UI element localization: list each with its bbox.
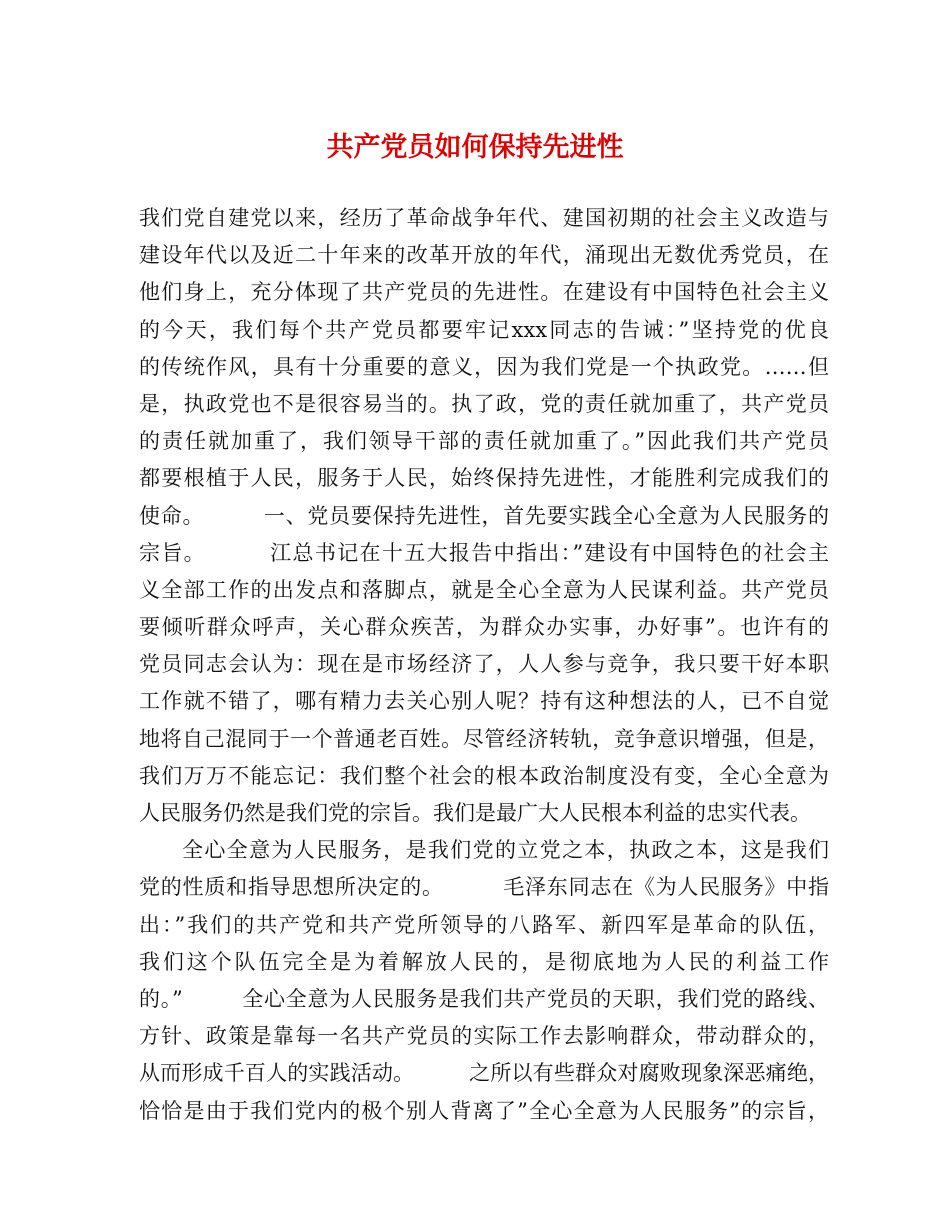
document-body [139,200,829,1130]
text-line: 要倾听群众呼声，关心群众疾苦，为群众办实事，办好事”。也许有的 [139,615,829,640]
document-title: 共产党员如何保持先进性 [326,132,624,163]
text-line: 工作就不错了，哪有精力去关心别人呢？持有这种想法的人，已不自觉 [139,689,829,714]
text-line: 的传统作风，具有十分重要的意义，因为我们党是一个执政党。……但 [139,354,829,379]
text-line: 我们万万不能忘记：我们整个社会的根本政治制度没有变，全心全意为 [139,763,829,788]
text-line: 党的性质和指导思想所决定的。 毛泽东同志在《为人民服务》中指 [139,875,829,900]
text-line: 党员同志会认为：现在是市场经济了，人人参与竞争，我只要干好本职 [139,652,829,677]
text-line: 宗旨。 江总书记在十五大报告中指出：”建设有中国特色的社会主 [139,540,829,565]
text-line: 地将自己混同于一个普通老百姓。尽管经济转轨，竞争意识增强，但是， [139,726,829,751]
text-line: 恰恰是由于我们党内的极个别人背离了”全心全意为人民服务”的宗旨， [139,1098,829,1123]
text-line: 出：”我们的共产党和共产党所领导的八路军、新四军是革命的队伍， [139,912,829,937]
text-line: 的今天，我们每个共产党员都要牢记xxx同志的告诫：”坚持党的优良 [139,317,829,342]
text-line: 的。” 全心全意为人民服务是我们共产党员的天职，我们党的路线、 [139,986,829,1011]
text-line: 他们身上，充分体现了共产党员的先进性。在建设有中国特色社会主义 [139,280,829,305]
text-line: 使命。 一、党员要保持先进性，首先要实践全心全意为人民服务的 [139,503,829,528]
text-line: 义全部工作的出发点和落脚点，就是全心全意为人民谋利益。共产党员 [139,577,829,602]
text-line: 从而形成千百人的实践活动。 之所以有些群众对腐败现象深恶痛绝， [139,1061,829,1086]
text-line: 我们党自建党以来，经历了革命战争年代、建国初期的社会主义改造与 [139,206,829,230]
text-line: 全心全意为人民服务，是我们党的立党之本，执政之本，这是我们 [182,838,829,863]
text-line: 是，执政党也不是很容易当的。执了政，党的责任就加重了，共产党员 [139,391,829,416]
text-line: 的责任就加重了，我们领导干部的责任就加重了。”因此我们共产党员 [139,429,829,454]
text-line: 人民服务仍然是我们党的宗旨。我们是最广大人民根本利益的忠实代表。 [139,801,811,825]
text-line: 我们这个队伍完全是为着解放人民的，是彻底地为人民的利益工作 [139,949,829,974]
text-line: 都要根植于人民，服务于人民，始终保持先进性，才能胜利完成我们的 [139,466,829,491]
text-line: 方针、政策是靠每一名共产党员的实际工作去影响群众，带动群众的， [139,1024,829,1049]
text-line: 建设年代以及近二十年来的改革开放的年代，涌现出无数优秀党员，在 [139,243,829,268]
